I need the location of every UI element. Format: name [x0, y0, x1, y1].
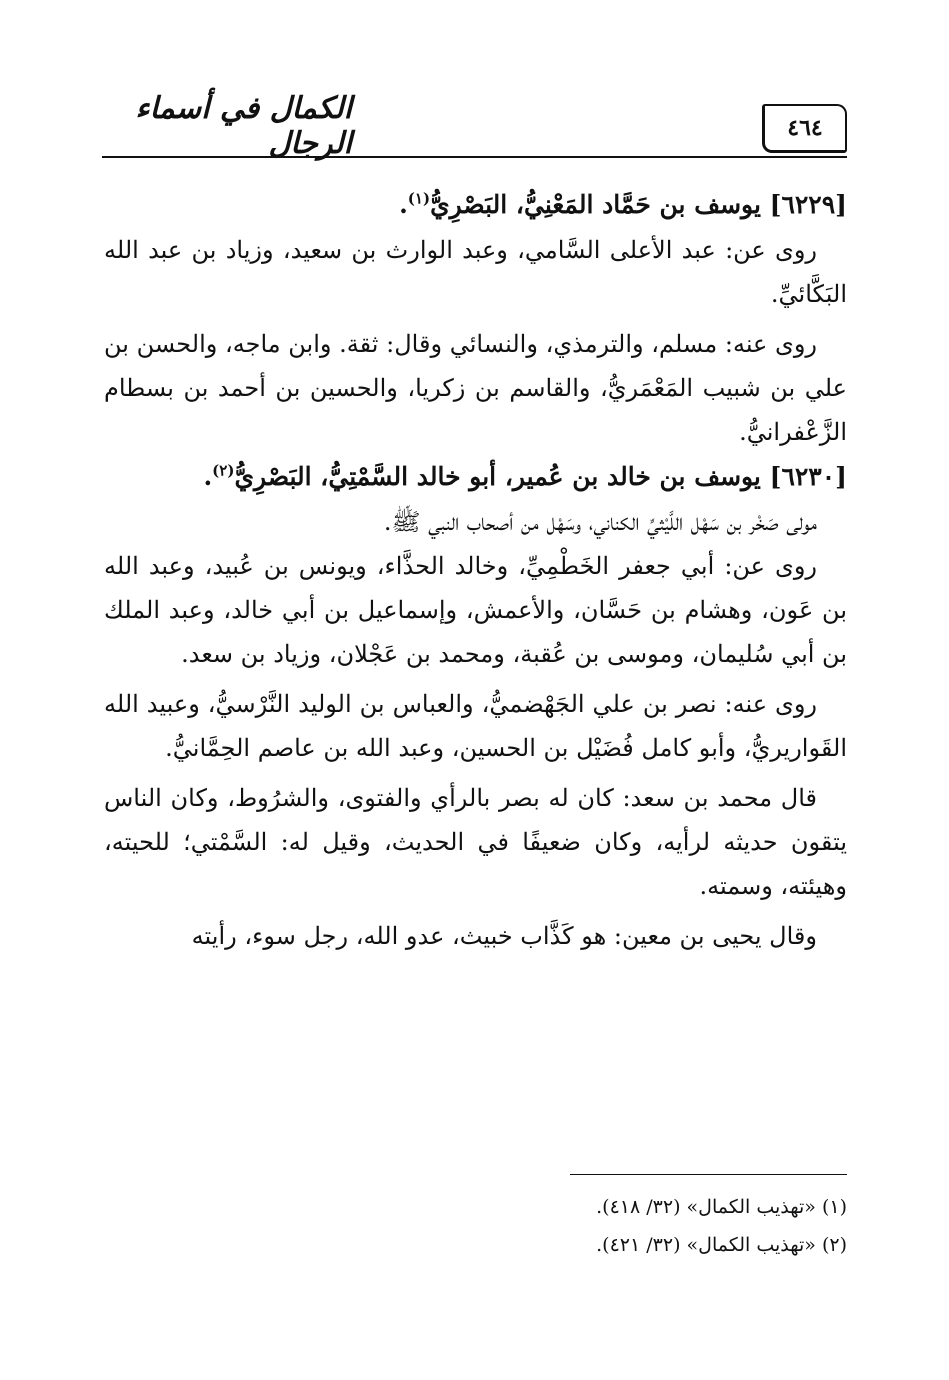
footnote-divider	[570, 1174, 847, 1175]
footnote-reference: (٢)	[212, 461, 235, 480]
footnotes	[104, 1188, 847, 1264]
paragraph: مولى صَخْر بن سَهْل اللَّيْثيِّ الكناني، وسَهْل من أصحاب النبي ﷺ.	[383, 508, 817, 536]
page-number: ٤٦٤	[762, 104, 847, 153]
footnote: (٢) «تهذيب الكمال» (٣٢/ ٤٢١).	[596, 1234, 847, 1256]
entry-heading-text: [٦٢٢٩] يوسف بن حَمَّاد المَعْنِيُّ، البَصْرِيُّ	[430, 190, 847, 219]
paragraph: روى عنه: نصر بن علي الجَهْضميُّ، والعباس بن الوليد النَّرْسيُّ، وعبيد الله القَواريريُّ، وأبو كامل فُضَيْل بن الحسين، وعبد الله بن عاصم الحِمَّانيُّ.	[104, 690, 847, 762]
footnote: (١) «تهذيب الكمال» (٣٢/ ٤١٨).	[596, 1196, 847, 1218]
page-header	[102, 91, 847, 161]
paragraph: روى عن: عبد الأعلى السَّامي، وعبد الوارث بن سعيد، وزياد بن عبد الله البَكَّائيِّ.	[104, 236, 847, 308]
entry-heading	[104, 454, 847, 500]
entry-heading	[104, 182, 847, 228]
entry-heading-text: [٦٢٣٠] يوسف بن خالد بن عُمير، أبو خالد السَّمْتِيُّ، البَصْرِيُّ	[234, 462, 847, 491]
paragraph: روى عنه: مسلم، والترمذي، والنسائي وقال: ثقة. وابن ماجه، والحسن بن علي بن شبيب المَعْمَريُّ، والقاسم بن زكريا، والحسين بن أحمد بن بسطام الزَّعْفرانيُّ.	[104, 330, 847, 446]
header-divider	[102, 156, 847, 158]
paragraph: روى عن: أبي جعفر الخَطْمِيِّ، وخالد الحذَّاء، ويونس بن عُبيد، وعبد الله بن عَون، وهشام بن حَسَّان، والأعمش، وإسماعيل بن أبي خالد، وعبد الملك بن أبي سُليمان، وموسى بن عُقبة، ومحمد بن عَجْلان، وزياد بن سعد.	[104, 552, 847, 668]
paragraph: وقال يحيى بن معين: هو كَذَّاب خبيث، عدو الله، رجل سوء، رأيته	[191, 922, 817, 950]
book-title: الكمال في أسماء الرجال	[135, 91, 352, 161]
footnote-reference: (١)	[407, 189, 431, 208]
heading-end: .	[399, 190, 408, 219]
heading-end: .	[203, 462, 213, 491]
paragraph: قال محمد بن سعد: كان له بصر بالرأي والفتوى، والشرُوط، وكان الناس يتقون حديثه لرأيه، وكان ضعيفًا في الحديث، وقيل له: السَّمْتي؛ للحيته، وهيئته، وسمته.	[104, 784, 847, 900]
main-text	[104, 182, 847, 958]
